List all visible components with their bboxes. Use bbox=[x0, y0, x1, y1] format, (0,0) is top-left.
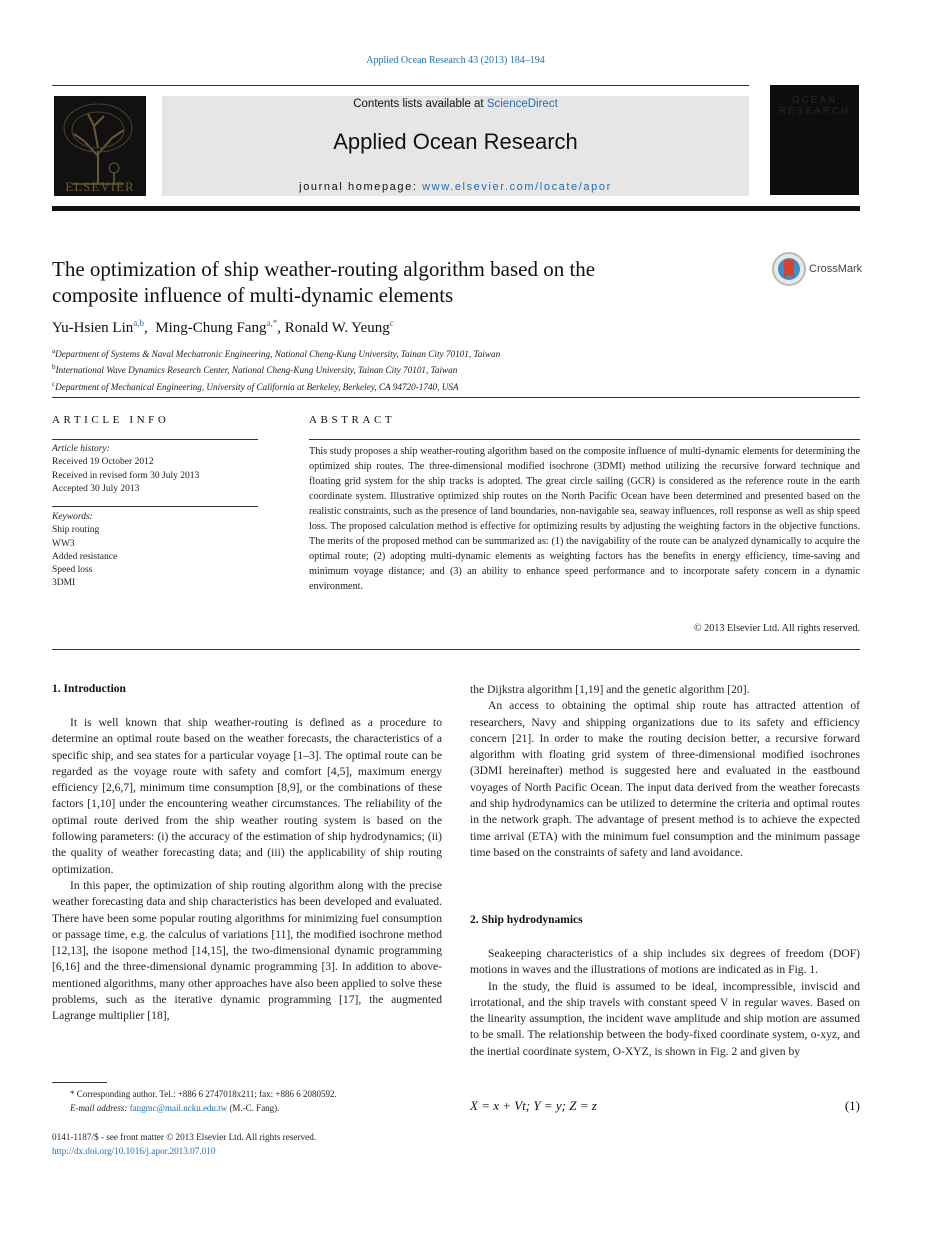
body-column-right bbox=[470, 682, 860, 861]
keywords bbox=[52, 511, 258, 591]
email-line: E-mail address: fangmc@mail.ncku.edu.tw (M.-C. Fang). bbox=[70, 1103, 280, 1113]
journal-homepage: journal homepage: www.elsevier.com/locate/apor bbox=[299, 181, 612, 193]
doi-link[interactable]: http://dx.doi.org/10.1016/j.apor.2013.07.010 bbox=[52, 1146, 216, 1156]
footnote bbox=[52, 1087, 442, 1115]
header-thick-rule bbox=[52, 206, 860, 211]
crossmark-label: CrossMark bbox=[809, 263, 863, 275]
body-column-right-section2 bbox=[470, 946, 860, 1060]
author-affiliation-mark[interactable]: c bbox=[389, 318, 394, 328]
divider bbox=[52, 506, 258, 507]
cover-title: OCEAN RESEARCH bbox=[778, 95, 851, 117]
journal-name: Applied Ocean Research bbox=[333, 129, 578, 154]
paragraph: An access to obtaining the optimal ship route has attracted attention of researchers, Navy and shipping organizations due to its safety and efficiency concern [21]. In order to make the routing decision better, a recursive forward algorithm with floating grid system of three-dimensional modified isochrones (3DMI hereinafter) method is suggested here and evaluated in the eastbound voyages of North Pacific Ocean. The input data derived from the weather forecasts and ship hydrodynamics can be utilized to determine the criteria and optimal routes in the network graph. The advantage of present method is to achieve the expected time arrival (ETA) with the minimum fuel consumption and the minimum passage time based on the constraints of safety and land avoidance. bbox=[470, 699, 860, 859]
paragraph: the Dijkstra algorithm [1,19] and the genetic algorithm [20]. bbox=[470, 683, 750, 696]
footnote-rule bbox=[52, 1082, 107, 1083]
revised-date: Received in revised form 30 July 2013 bbox=[52, 470, 200, 481]
keyword: WW3 bbox=[52, 538, 75, 549]
crossmark-badge[interactable] bbox=[771, 251, 871, 287]
affiliation-item: $^b$International Wave Dynamics Research Center, National Cheng-Kung University, Tainan City 70101, Taiwan bbox=[52, 363, 458, 376]
journal-citation[interactable]: Applied Ocean Research 43 (2013) 184–194 bbox=[366, 55, 545, 66]
paragraph: In the study, the fluid is assumed to be ideal, incompressible, inviscid and irrotational, and the ship travels with constant speed V in regular waves. Based on the linearity assumption, the incident wave amplitude and ship motion are assumed to be small. The relationship between the body-fixed coordinate system, o-xyz, and the inertial coordinate system, O-XYZ, is shown in Fig. 2 and given by bbox=[470, 979, 860, 1058]
issn-line: 0141-1187/$ - see front matter © 2013 Elsevier Ltd. All rights reserved. bbox=[52, 1132, 317, 1142]
author-name: Ronald W. Yeung bbox=[284, 320, 390, 336]
divider bbox=[52, 649, 860, 650]
received-date: Received 19 October 2012 bbox=[52, 457, 154, 468]
elsevier-wordmark: ELSEVIER bbox=[65, 179, 135, 194]
paragraph: In this paper, the optimization of ship routing algorithm along with the precise weather forecasting data and ship characteristics has been developed and evaluated. There have been some popular routing algorithms for minimizing fuel consumption or passage time, e.g. the calculus of variations [11], the modified isochrone method [12,13], the isopone method [14,15], the two-dimensional dynamic programming [6,16] and the three-dimensional dynamic programming [3]. In addition to above-mentioned algorithms, many other approaches have also been applied to solve these problems, such as the iterative dynamic programming [17], the augmented Lagrange multiplier [18], bbox=[52, 878, 442, 1023]
author-affiliation-mark[interactable]: a,* bbox=[266, 318, 278, 328]
affiliation-item: $^a$Department of Systems & Naval Mechatronic Engineering, National Cheng-Kung University, Tainan City 70101, Taiwan bbox=[52, 347, 501, 360]
front-matter bbox=[52, 1130, 316, 1158]
corresponding-author-note: * Corresponding author. Tel.: +886 6 2747018x211; fax: +886 6 2080592. bbox=[70, 1089, 337, 1099]
divider bbox=[52, 439, 258, 440]
abstract-copyright: © 2013 Elsevier Ltd. All rights reserved. bbox=[693, 623, 860, 634]
keyword: 3DMI bbox=[52, 578, 76, 589]
abstract-text: This study proposes a ship weather-routing algorithm based on the composite influence of multi-dynamic elements for determining the optimized ship routes. The three-dimensional modified isochrone (3DMI) method utilizing the recursive forward technique and floating grid system for the ship tracks is adopted. The great circle sailing (GCR) is considered as the reference route in the earth coordinate system. Illustrative optimized ship routes on the North Pacific Ocean have been determined and presented based on the realistic constraints, such as the presence of land boundaries, non-navigable sea, seaway influences, roll response as well as ship speed loss. The proposed calculation method is effective for optimizing results by adjusting the weighting factors in the objective functions. The merits of the proposed method can be summarized as: (1) the navigability of the route can be analyzed dynamically to acquire the optimal route; (2) adopting multi-dynamic elements as weighting factors has the benefits in energy efficiency, time-saving and minimum voyage distance; and (3) an ability to enhance speed performance and to incorporate safety concern in a dynamic environment. bbox=[309, 446, 860, 592]
affiliations bbox=[52, 345, 500, 394]
equation-body: X = x + Vt; Y = y; Z = z bbox=[470, 1098, 597, 1113]
header-rule bbox=[52, 85, 749, 86]
paragraph: Seakeeping characteristics of a ship includes six degrees of freedom (DOF) motions in waves and the illustrations of motions are indicated as in Fig. 1. bbox=[470, 947, 860, 977]
keywords-label: Keywords: bbox=[52, 512, 93, 522]
body-column-left bbox=[52, 715, 442, 1025]
article-info-heading: ARTICLE INFO bbox=[52, 414, 170, 426]
article-title: The optimization of ship weather-routing algorithm based on the composite influence of multi-dynamic elements bbox=[52, 257, 596, 307]
divider bbox=[52, 397, 860, 398]
section-heading-introduction: 1. Introduction bbox=[52, 683, 126, 695]
abstract-heading: ABSTRACT bbox=[309, 414, 396, 426]
paragraph: It is well known that ship weather-routing is defined as a procedure to determine an optimal route based on the weather forecasts, the characteristics of a specific ship, and sea states for a particular voyage [1–3]. The optimal route can be regarded as the voyage route with safety and comfort [4,5], maximum energy efficiency [2,6,7], minimum time consumption [8,9], or the combinations of these factors [1,10] under the encountering weather circumstances. The reliability of the optimal route derived from the ship weather routing system is based on the following parameters: (i) the accuracy of the estimation of ship hydrodynamics; (ii) the quality of weather forecasting data; and (iii) the applicability of ship routing optimization. bbox=[52, 716, 442, 876]
homepage-link[interactable]: www.elsevier.com/locate/apor bbox=[422, 181, 612, 193]
affiliation-item: $^c$Department of Mechanical Engineering, University of California at Berkeley, Berkeley, CA 94720-1740, USA bbox=[52, 379, 459, 392]
keyword: Speed loss bbox=[52, 565, 93, 576]
author-list: Yu-Hsien Lin$^{a,b}$, Ming-Chung Fang$^{a,*}$, Ronald W. Yeung$^c$ bbox=[52, 318, 394, 336]
divider bbox=[309, 439, 860, 440]
sciencedirect-link[interactable]: ScienceDirect bbox=[486, 98, 558, 110]
crossmark-icon bbox=[771, 251, 807, 287]
history-label: Article history: bbox=[52, 444, 110, 454]
article-history bbox=[52, 443, 258, 496]
author-name: Yu-Hsien Lin bbox=[52, 320, 134, 336]
author-name: Ming-Chung Fang bbox=[155, 320, 267, 336]
keyword: Added resistance bbox=[52, 551, 118, 562]
journal-banner bbox=[162, 96, 749, 196]
author-affiliation-mark[interactable]: a,b bbox=[133, 318, 144, 328]
section-heading-ship-hydrodynamics: 2. Ship hydrodynamics bbox=[470, 914, 583, 926]
journal-cover-image bbox=[770, 85, 859, 195]
elsevier-logo bbox=[54, 96, 146, 196]
email-link[interactable]: fangmc@mail.ncku.edu.tw bbox=[129, 1103, 228, 1113]
contents-line: Contents lists available at ScienceDirect bbox=[353, 98, 558, 110]
accepted-date: Accepted 30 July 2013 bbox=[52, 483, 140, 494]
keyword: Ship routing bbox=[52, 525, 100, 536]
equation-number: (1) bbox=[844, 1098, 860, 1113]
equation-1 bbox=[470, 1098, 860, 1114]
